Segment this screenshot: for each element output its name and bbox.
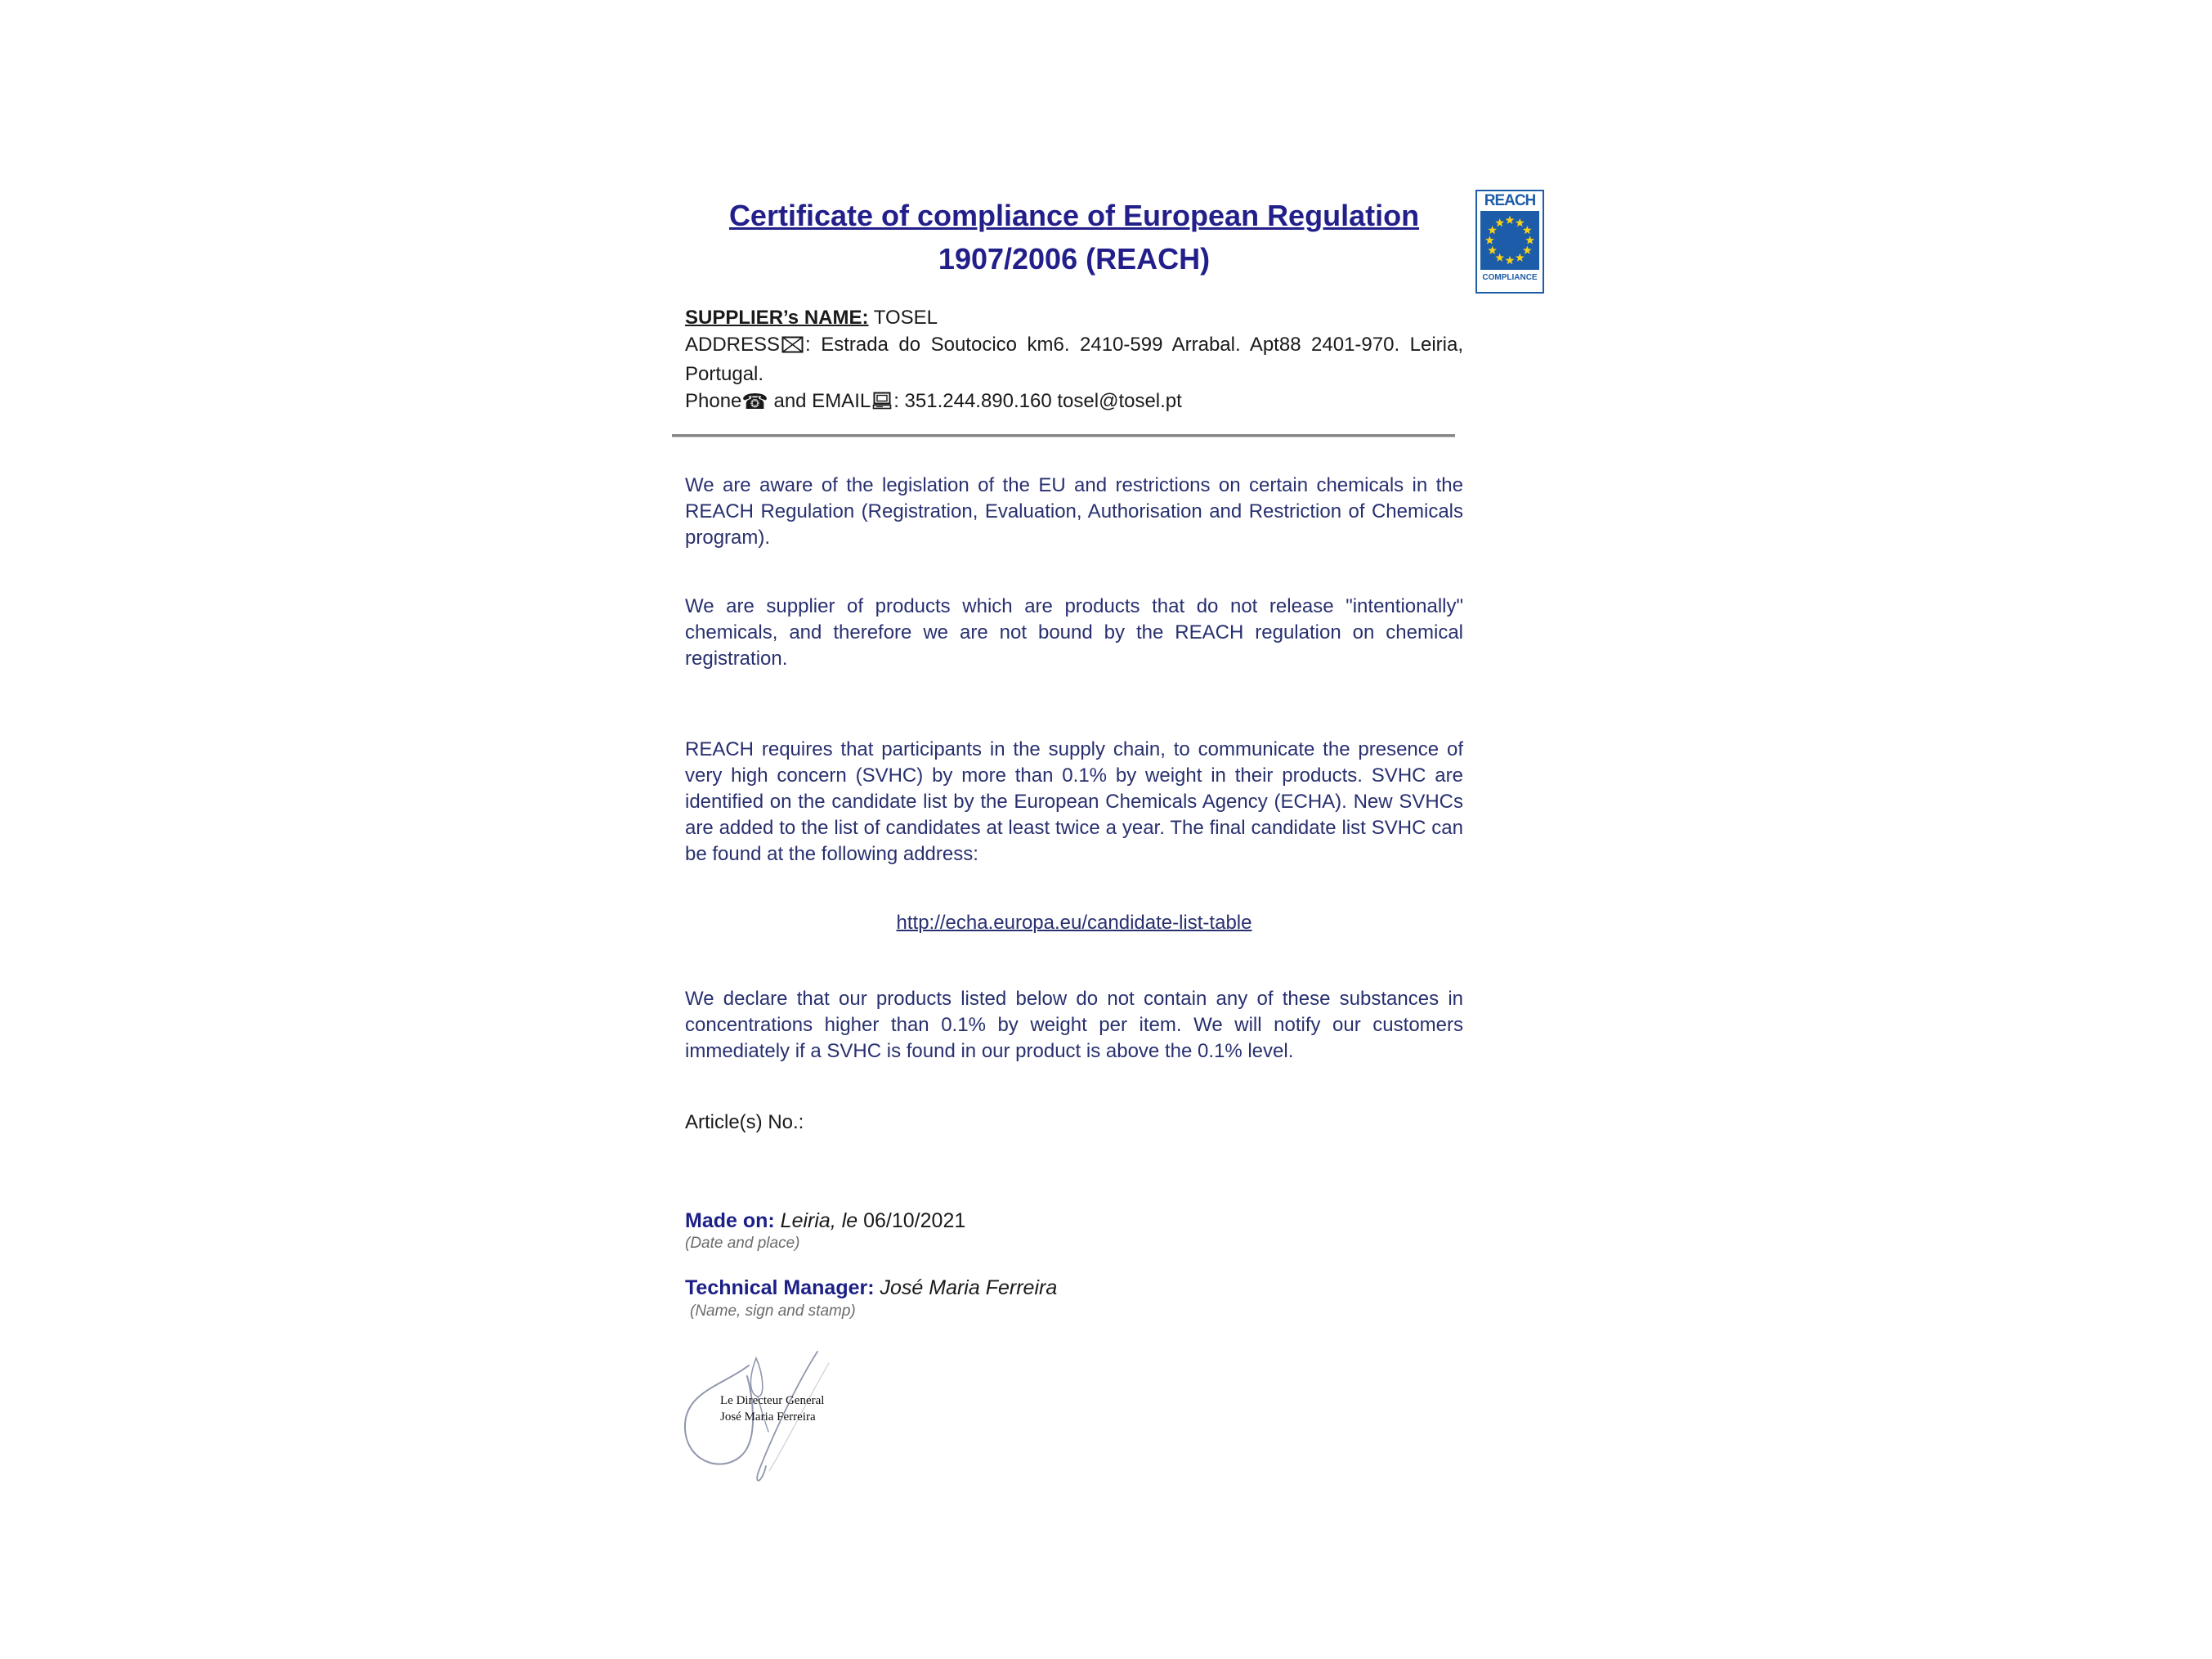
compliance-logo-text: COMPLIANCE [1482, 273, 1538, 282]
phone-icon: ☎ [741, 390, 768, 415]
envelope-icon [781, 334, 804, 361]
candidate-list-link-line [685, 911, 1463, 935]
made-on-date: 06/10/2021 [863, 1209, 966, 1232]
title-line-2: 1907/2006 (REACH) [938, 242, 1211, 276]
address-value: : Estrada do Soutocico km6. 2410-599 Arrabal. Apt88 2401-970. Leiria, Portugal. [685, 334, 1463, 385]
stamp-line-1: Le Directeur General [720, 1394, 825, 1407]
supplier-name-line [685, 304, 1463, 331]
technical-manager-label: Technical Manager: [685, 1276, 875, 1299]
made-on-place: Leiria, le [780, 1209, 858, 1232]
supplier-block [685, 304, 1463, 417]
date-place-note: (Date and place) [685, 1235, 800, 1252]
and-email-word: and EMAIL [773, 390, 871, 412]
horizontal-rule [672, 434, 1455, 437]
made-on-line [685, 1208, 1463, 1233]
paragraph-svhc-requirement: REACH requires that participants in the supply chain, to communicate the presence of very high concern (SVHC) by more than 0.1% by weight in their products. SVHC are identified on the candidate list by the European Chemicals Agency (ECHA). New SVHCs are added to the list of candidates at least twice a year. The final candidate list SVHC can be found at the following address: [685, 738, 1463, 865]
supplier-name-value: TOSEL [873, 307, 938, 329]
supplier-contact-line [685, 388, 1463, 417]
paragraph-supplier-statement: We are supplier of products which are products that do not release "intentionally" chemicals, and therefore we are not bound by the REACH regulation on chemical registration. [685, 595, 1463, 670]
stamp-line-2: José Maria Ferreira [720, 1410, 816, 1424]
computer-icon [872, 390, 892, 417]
reach-compliance-logo [1475, 190, 1544, 294]
supplier-address-line [685, 331, 1463, 388]
stamp-text [720, 1392, 824, 1425]
technical-manager-name: José Maria Ferreira [880, 1276, 1058, 1299]
phone-word: Phone [685, 390, 742, 412]
contact-value: : 351.244.890.160 tosel@tosel.pt [893, 390, 1182, 412]
address-label: ADDRESS [685, 334, 781, 356]
title-line-1: Certificate of compliance of European Regulation [728, 199, 1420, 232]
reach-logo-text: REACH [1484, 192, 1536, 209]
paragraph-awareness: We are aware of the legislation of the EU and restrictions on certain chemicals in the REACH Regulation (Registration, Evaluation, Authorisation and Restriction of Chemicals program). [685, 474, 1463, 549]
technical-manager-line [685, 1276, 1463, 1300]
article-number-label: Article(s) No.: [685, 1111, 804, 1133]
name-sign-stamp-note: (Name, sign and stamp) [690, 1303, 856, 1320]
supplier-name-label: SUPPLIER’s NAME: [685, 307, 869, 329]
signature-scribble [677, 1345, 852, 1520]
made-on-label: Made on: [685, 1209, 775, 1232]
paragraph-declaration: We declare that our products listed below do not contain any of these substances in concentrations higher than 0.1% by weight per item. We will notify our customers immediately if a SVHC is found in our product is above the 0.1% level. [685, 988, 1463, 1062]
candidate-list-link[interactable]: http://echa.europa.eu/candidate-list-table [896, 912, 1252, 934]
signature-block [677, 1345, 852, 1520]
eu-flag-icon [1480, 209, 1539, 271]
document-title [685, 194, 1463, 280]
